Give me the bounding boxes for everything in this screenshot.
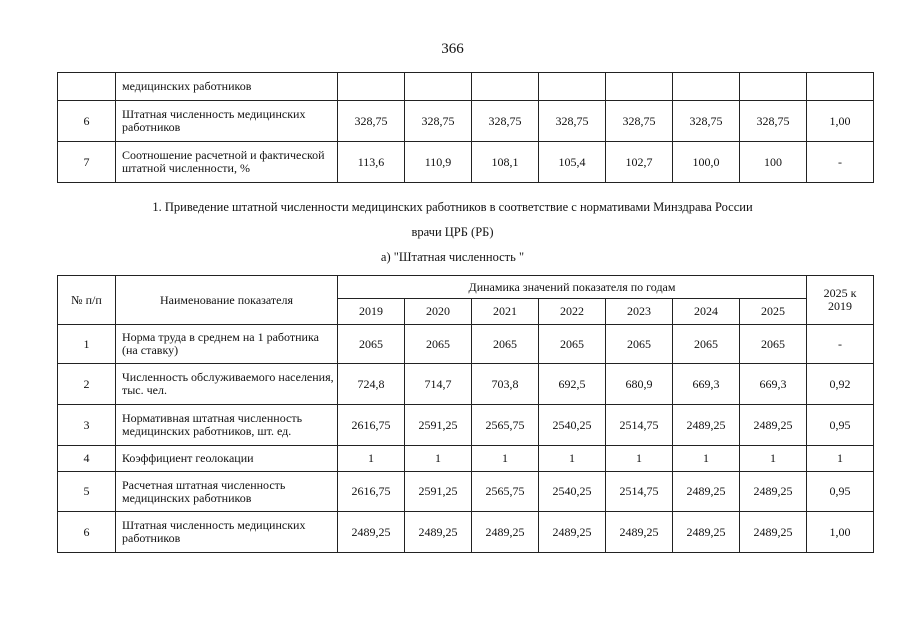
- value-cell: 328,75: [338, 101, 405, 142]
- section-title: 1. Приведение штатной численности медицинских работников в соответствие с нормативами Минздрава России: [152, 200, 753, 214]
- header-year: 2024: [673, 299, 740, 325]
- value-cell: 1: [338, 446, 405, 472]
- value-cell: 1: [539, 446, 606, 472]
- ratio-cell: 0,95: [807, 472, 874, 512]
- value-cell: 2065: [673, 325, 740, 364]
- ratio-cell: [807, 73, 874, 101]
- row-number: 5: [58, 472, 116, 512]
- ratio-cell: 0,95: [807, 405, 874, 446]
- value-cell: 2540,25: [539, 405, 606, 446]
- indicator-name: Расчетная штатная численность медицинских работников: [116, 472, 338, 512]
- value-cell: 100: [740, 142, 807, 183]
- value-cell: 2489,25: [472, 512, 539, 553]
- value-cell: 2514,75: [606, 405, 673, 446]
- value-cell: [472, 73, 539, 101]
- value-cell: 2489,25: [338, 512, 405, 553]
- section-subtitle: врачи ЦРБ (РБ): [411, 225, 494, 239]
- header-year: 2020: [405, 299, 472, 325]
- value-cell: 669,3: [740, 364, 807, 405]
- indicator-name: Штатная численность медицинских работников: [116, 101, 338, 142]
- value-cell: 100,0: [673, 142, 740, 183]
- value-cell: 2065: [740, 325, 807, 364]
- value-cell: 1: [740, 446, 807, 472]
- header-name: Наименование показателя: [116, 276, 338, 325]
- row-number: 7: [58, 142, 116, 183]
- value-cell: 2591,25: [405, 472, 472, 512]
- indicator-name: Численность обслуживаемого населения, тыс. чел.: [116, 364, 338, 405]
- value-cell: 680,9: [606, 364, 673, 405]
- value-cell: 102,7: [606, 142, 673, 183]
- value-cell: 1: [472, 446, 539, 472]
- indicator-name: Соотношение расчетной и фактической штатной численности, %: [116, 142, 338, 183]
- table-row: [58, 364, 874, 405]
- header-year: 2021: [472, 299, 539, 325]
- value-cell: 2065: [472, 325, 539, 364]
- value-cell: 105,4: [539, 142, 606, 183]
- value-cell: 2065: [606, 325, 673, 364]
- value-cell: 2489,25: [405, 512, 472, 553]
- value-cell: 2540,25: [539, 472, 606, 512]
- value-cell: 714,7: [405, 364, 472, 405]
- table-row: [58, 325, 874, 364]
- value-cell: 2514,75: [606, 472, 673, 512]
- indicator-name: медицинских работников: [116, 73, 338, 101]
- value-cell: [539, 73, 606, 101]
- continuation-table: [57, 72, 874, 183]
- value-cell: 2489,25: [740, 472, 807, 512]
- value-cell: 2565,75: [472, 405, 539, 446]
- value-cell: 2489,25: [740, 405, 807, 446]
- value-cell: 328,75: [673, 101, 740, 142]
- value-cell: 669,3: [673, 364, 740, 405]
- value-cell: 2616,75: [338, 472, 405, 512]
- header-ratio: 2025 к 2019: [807, 276, 874, 325]
- value-cell: 328,75: [606, 101, 673, 142]
- value-cell: [405, 73, 472, 101]
- value-cell: 2065: [539, 325, 606, 364]
- value-cell: 2489,25: [673, 405, 740, 446]
- row-number: 6: [58, 512, 116, 553]
- page-number: 366: [441, 41, 464, 57]
- value-cell: 1: [673, 446, 740, 472]
- value-cell: 328,75: [405, 101, 472, 142]
- indicator-name: Норма труда в среднем на 1 работника (на ставку): [116, 325, 338, 364]
- value-cell: 703,8: [472, 364, 539, 405]
- header-row: [58, 276, 874, 299]
- row-number: 2: [58, 364, 116, 405]
- ratio-cell: -: [807, 325, 874, 364]
- table-row: [58, 101, 874, 142]
- staffing-table: [57, 275, 874, 553]
- value-cell: 692,5: [539, 364, 606, 405]
- indicator-name: Штатная численность медицинских работников: [116, 512, 338, 553]
- table-row: [58, 405, 874, 446]
- value-cell: 1: [405, 446, 472, 472]
- header-number: № п/п: [58, 276, 116, 325]
- row-number: [58, 73, 116, 101]
- value-cell: 108,1: [472, 142, 539, 183]
- value-cell: 2489,25: [740, 512, 807, 553]
- ratio-cell: 1: [807, 446, 874, 472]
- value-cell: 2489,25: [673, 472, 740, 512]
- value-cell: [673, 73, 740, 101]
- row-number: 3: [58, 405, 116, 446]
- header-year: 2022: [539, 299, 606, 325]
- value-cell: [740, 73, 807, 101]
- value-cell: 2065: [405, 325, 472, 364]
- value-cell: 2591,25: [405, 405, 472, 446]
- header-year: 2023: [606, 299, 673, 325]
- ratio-cell: 0,92: [807, 364, 874, 405]
- table-caption: а) "Штатная численность ": [380, 250, 525, 264]
- value-cell: 2489,25: [673, 512, 740, 553]
- table-row: [58, 446, 874, 472]
- indicator-name: Коэффициент геолокации: [116, 446, 338, 472]
- table-row: [58, 142, 874, 183]
- table-row: [58, 512, 874, 553]
- table-row: [58, 472, 874, 512]
- value-cell: 2489,25: [606, 512, 673, 553]
- table-row: [58, 73, 874, 101]
- header-year: 2019: [338, 299, 405, 325]
- value-cell: 1: [606, 446, 673, 472]
- value-cell: 328,75: [740, 101, 807, 142]
- row-number: 4: [58, 446, 116, 472]
- value-cell: 113,6: [338, 142, 405, 183]
- ratio-cell: 1,00: [807, 512, 874, 553]
- value-cell: 2065: [338, 325, 405, 364]
- value-cell: 2489,25: [539, 512, 606, 553]
- header-year: 2025: [740, 299, 807, 325]
- value-cell: 724,8: [338, 364, 405, 405]
- header-dynamics: Динамика значений показателя по годам: [338, 276, 807, 299]
- value-cell: [606, 73, 673, 101]
- ratio-cell: 1,00: [807, 101, 874, 142]
- row-number: 1: [58, 325, 116, 364]
- value-cell: 2616,75: [338, 405, 405, 446]
- value-cell: 110,9: [405, 142, 472, 183]
- value-cell: 328,75: [539, 101, 606, 142]
- value-cell: 2565,75: [472, 472, 539, 512]
- value-cell: 328,75: [472, 101, 539, 142]
- value-cell: [338, 73, 405, 101]
- ratio-cell: -: [807, 142, 874, 183]
- row-number: 6: [58, 101, 116, 142]
- indicator-name: Нормативная штатная численность медицинских работников, шт. ед.: [116, 405, 338, 446]
